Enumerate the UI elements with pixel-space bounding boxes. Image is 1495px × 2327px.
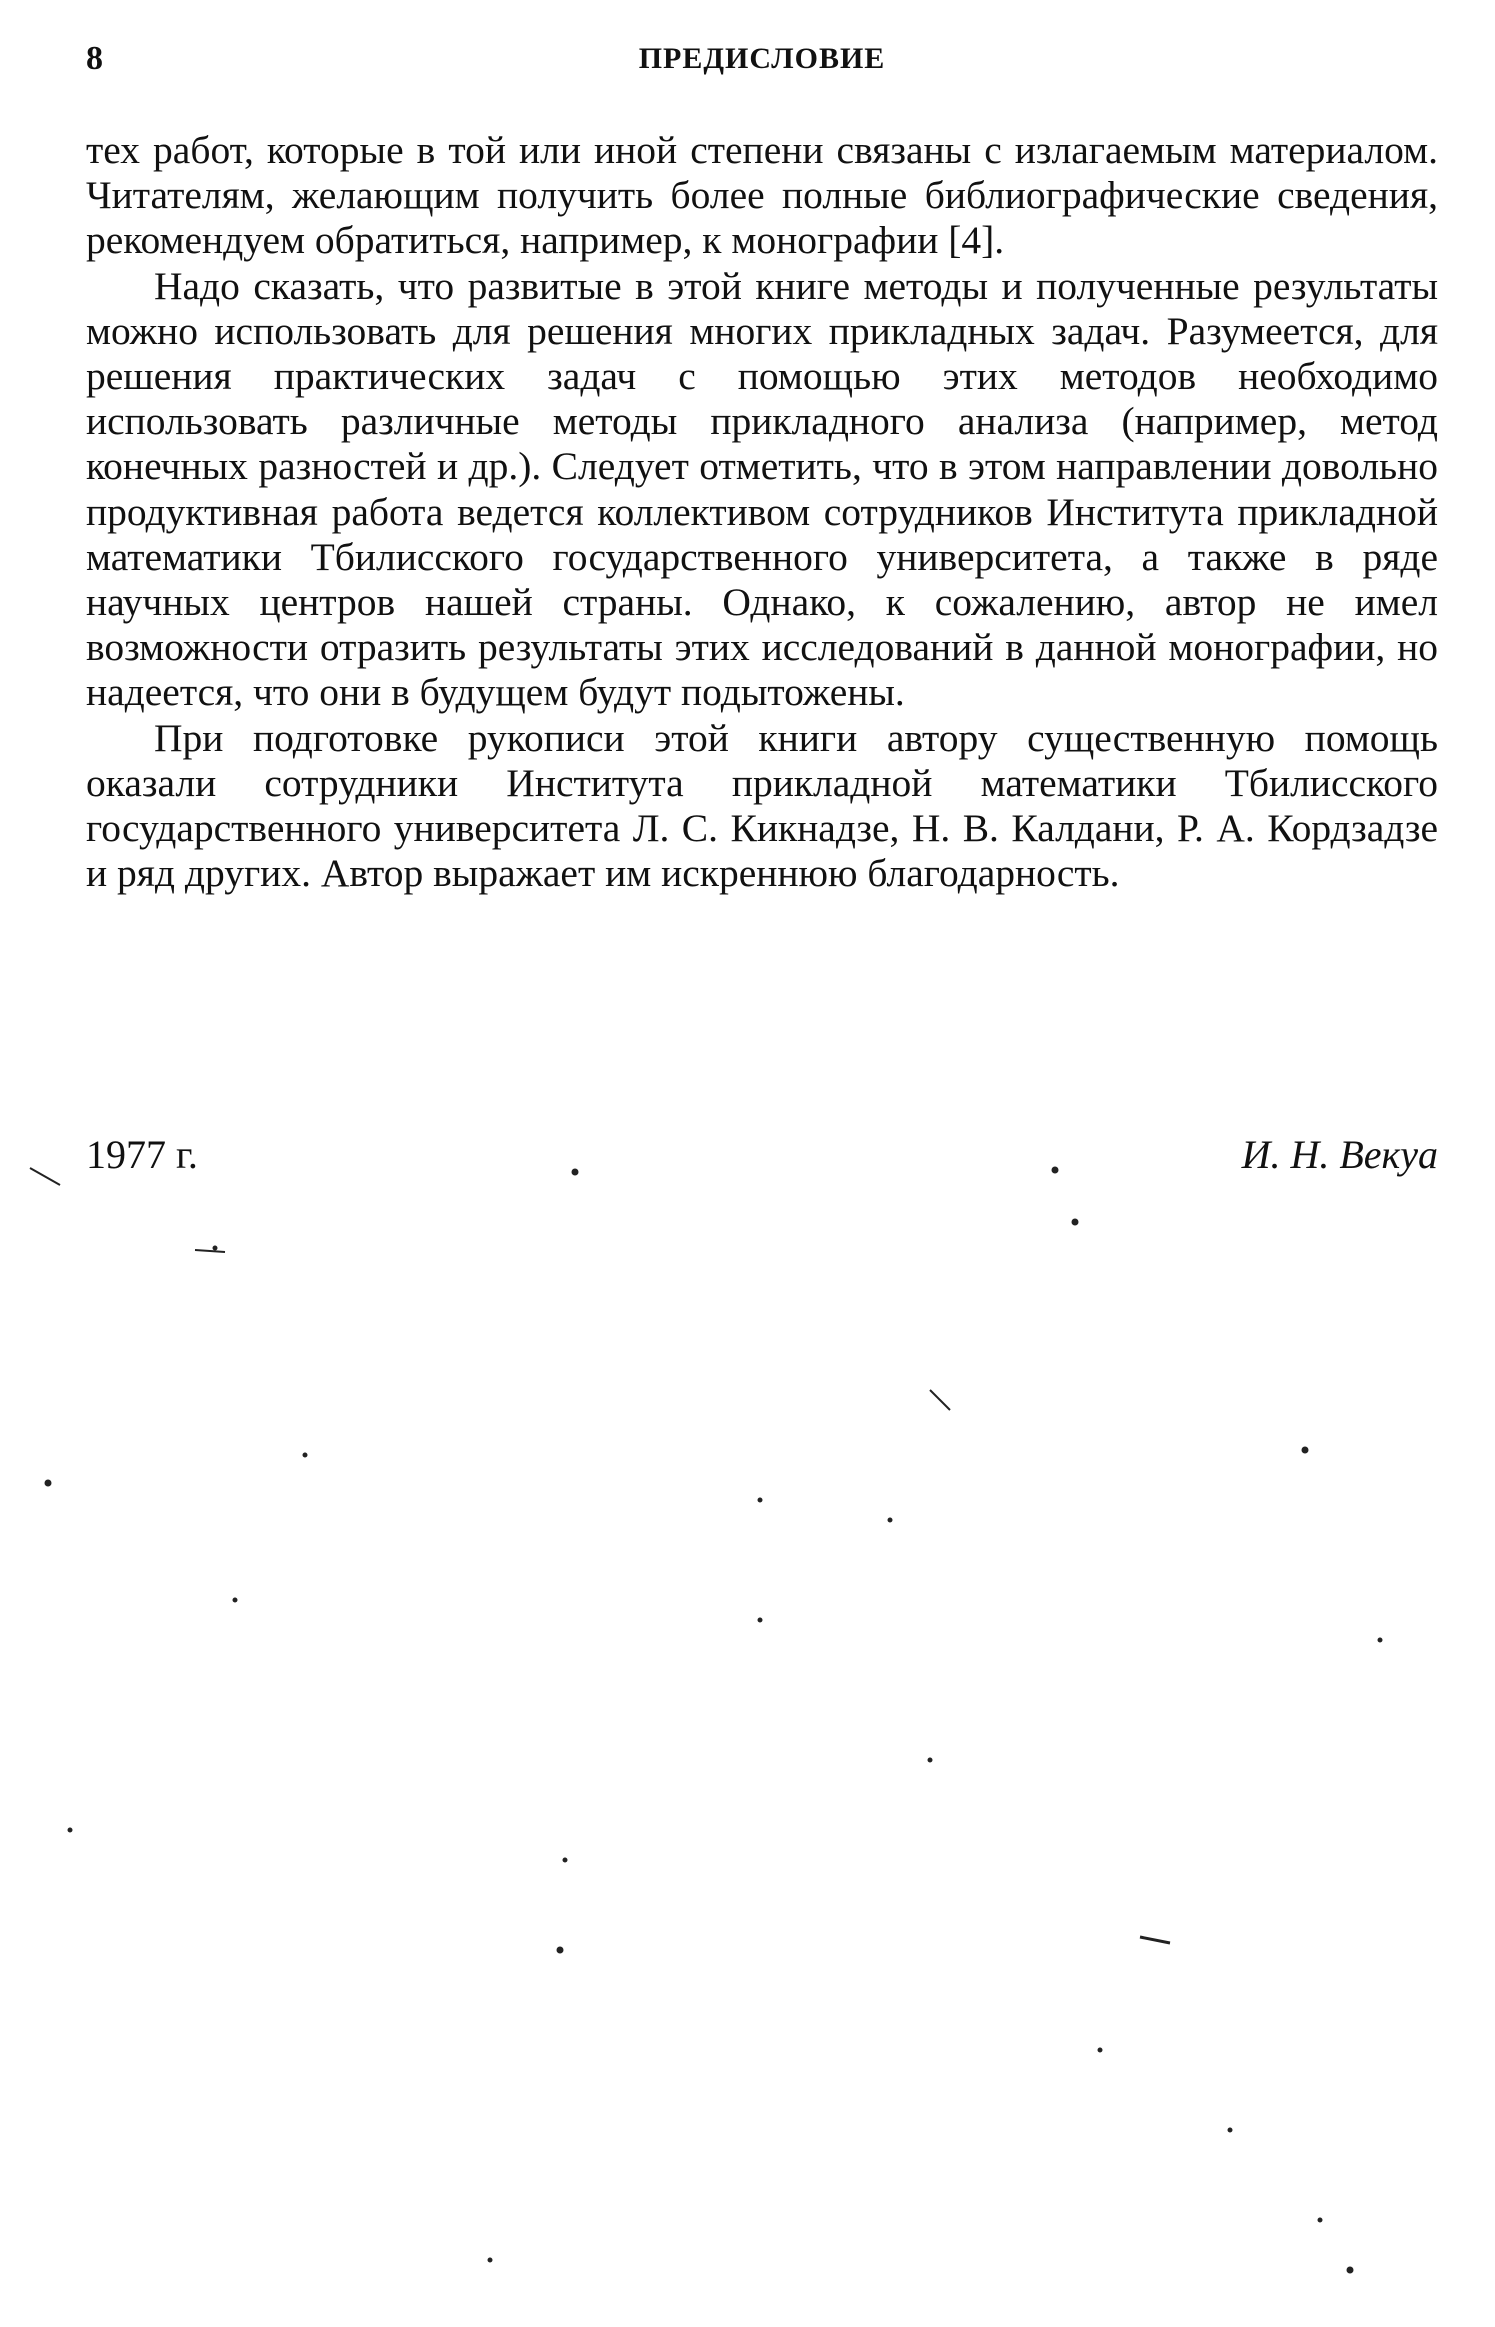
paragraph-applications: Надо сказать, что развитые в этой книге методы и полученные результаты можно использовать для решения многих прикладных задач. Разумеется, для решения практических задач с помощью этих методов необходимо использовать различные методы прикладного анализа (например, метод конечных разностей и др.). Следует отметить, что в этом направлении довольно продуктивная работа ведется коллективом сотрудников Института прикладной математики Тбилисского государственного университета, а также в ряде научных центров нашей страны. Однако, к сожалению, автор не имел возможности отразить результаты этих исследований в данной монографии, но надеется, что они в будущем будут подытожены. <box>86 263 1438 715</box>
section-title: ПРЕДИСЛОВИЕ <box>638 42 886 75</box>
paragraph-acknowledgements: При подготовке рукописи этой книги автору существенную помощь оказали сотрудники Института прикладной математики Тбилисского государственного университета Л. С. Кикнадзе, Н. В. Калдани, Р. А. Кордзадзе и ряд других. Автор выражает им искреннюю благодарность. <box>86 715 1438 896</box>
body-text <box>86 128 1438 896</box>
signature-author: И. Н. Векуа <box>1241 1132 1438 1177</box>
signature-row <box>86 1125 1438 1185</box>
page-number: 8 <box>86 40 103 77</box>
running-head <box>86 34 1438 84</box>
paragraph-continuation: тех работ, которые в той или иной степени связаны с излагаемым материалом. Читателям, желающим получить более полные библиографические сведения, рекомендуем обратиться, например, к монографии [4]. <box>86 128 1438 263</box>
signature-year: 1977 г. <box>86 1132 198 1177</box>
